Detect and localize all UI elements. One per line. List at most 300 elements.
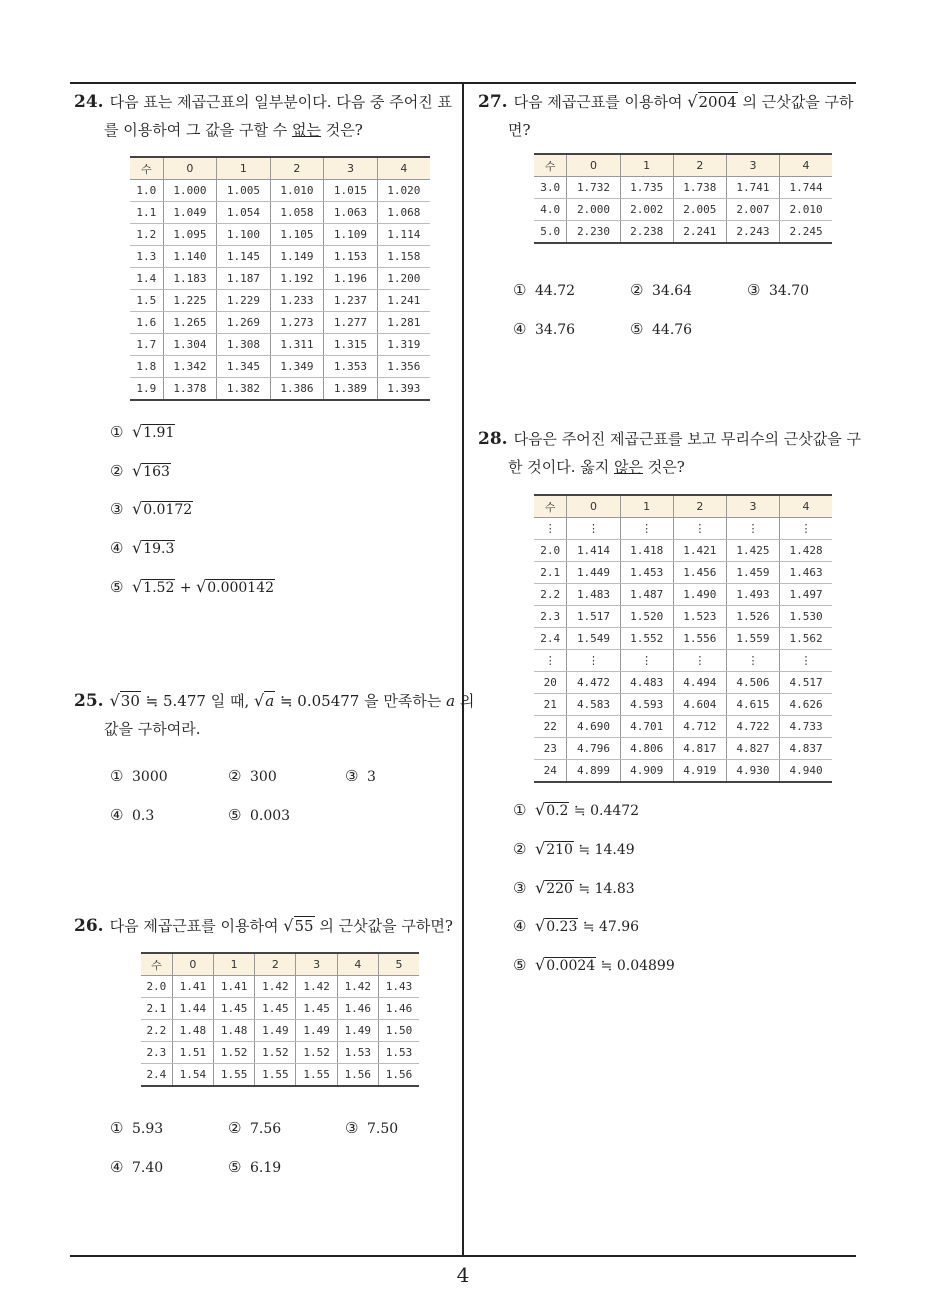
q27-text-1: 다음 제곱근표를 이용하여 <box>513 93 683 111</box>
table-cell: 1.53 <box>378 1042 419 1064</box>
table-row <box>534 606 832 628</box>
table-cell: 4.722 <box>726 716 779 738</box>
q27-option-3[interactable] <box>747 281 809 299</box>
q25-text-2: ≒ 0.05477 을 만족하는 <box>279 692 442 710</box>
table-cell: 4.940 <box>780 760 832 783</box>
table-row <box>130 356 430 378</box>
option-text: 34.70 <box>769 283 810 299</box>
q24-option-2[interactable] <box>110 461 171 480</box>
option-mark: ② <box>513 840 527 858</box>
column-header: 0 <box>567 154 620 177</box>
option-text: 44.76 <box>652 322 693 338</box>
table-cell: 4.506 <box>726 672 779 694</box>
sqrt-expression: √0.0172 <box>132 499 193 518</box>
table-cell: 2.230 <box>567 221 620 244</box>
table-cell: 1.562 <box>780 628 832 650</box>
table-row <box>534 584 832 606</box>
row-label: 22 <box>534 716 567 738</box>
row-label: 2.3 <box>534 606 567 628</box>
table-cell: ⋮ <box>620 650 673 672</box>
column-header: 1 <box>214 953 255 976</box>
option-mark: ① <box>513 801 527 819</box>
table-cell: 1.308 <box>217 334 271 356</box>
option-mark: ② <box>630 281 644 299</box>
table-cell: 1.010 <box>270 180 324 202</box>
q26-option-4[interactable] <box>110 1158 163 1176</box>
option-mark: ④ <box>513 917 527 935</box>
q27-option-1[interactable] <box>513 281 575 299</box>
radicand: 1.91 <box>143 425 175 441</box>
option-mark: ④ <box>110 1158 124 1176</box>
option-mark: ⑤ <box>110 578 124 596</box>
table-cell: 4.483 <box>620 672 673 694</box>
table-cell: 4.593 <box>620 694 673 716</box>
plus-sign: + <box>179 580 192 596</box>
q24-option-4[interactable] <box>110 538 175 557</box>
option-mark: ③ <box>110 500 124 518</box>
q28-line1: 다음은 주어진 제곱근표를 보고 무리수의 근삿값을 구 <box>513 430 861 448</box>
table-cell: 1.319 <box>377 334 430 356</box>
table-cell: 1.145 <box>217 246 271 268</box>
q26-option-1[interactable] <box>110 1119 163 1137</box>
table-cell: 4.806 <box>620 738 673 760</box>
table-cell: 1.42 <box>337 976 378 998</box>
table-cell: 1.52 <box>255 1042 296 1064</box>
q27-text-2: 의 근삿값을 구하 <box>742 93 854 111</box>
table-cell: 4.899 <box>567 760 620 783</box>
radicand: 1.52 <box>143 580 175 596</box>
radicand: 210 <box>546 842 573 858</box>
column-header: 1 <box>620 154 673 177</box>
option-value: ≒ 14.83 <box>578 881 635 897</box>
sqrt-expression: √1.52 <box>132 577 175 596</box>
table-cell: 1.015 <box>324 180 378 202</box>
option-mark: ⑤ <box>513 956 527 974</box>
table-cell: 2.002 <box>620 199 673 221</box>
sqrt-expression: √19.3 <box>132 538 175 557</box>
sqrt-expression: √30 <box>109 691 140 710</box>
q25-option-2[interactable] <box>228 767 277 785</box>
row-label: 23 <box>534 738 567 760</box>
column-header: 1 <box>217 157 271 180</box>
q25-option-4[interactable] <box>110 806 154 824</box>
table-cell: 1.459 <box>726 562 779 584</box>
option-mark: ② <box>228 767 242 785</box>
row-label: 1.4 <box>130 268 163 290</box>
q26-table <box>141 952 419 1087</box>
table-cell: ⋮ <box>726 650 779 672</box>
table-cell: ⋮ <box>780 650 832 672</box>
q26-number: 26. <box>74 916 104 936</box>
option-text: 300 <box>250 769 277 785</box>
radicand: a <box>265 692 275 710</box>
q25-number: 25. <box>74 691 104 711</box>
q26-text-1: 다음 제곱근표를 이용하여 <box>109 917 279 935</box>
option-mark: ③ <box>747 281 761 299</box>
table-cell: 1.183 <box>163 268 217 290</box>
table-row <box>534 650 832 672</box>
table-cell: 4.827 <box>726 738 779 760</box>
table-cell: 2.000 <box>567 199 620 221</box>
option-mark: ③ <box>345 767 359 785</box>
table-cell: 1.058 <box>270 202 324 224</box>
column-header: 0 <box>163 157 217 180</box>
table-cell: 1.187 <box>217 268 271 290</box>
q28-option-2[interactable] <box>513 839 635 858</box>
table-cell: 1.738 <box>673 177 726 199</box>
q25-text-1: ≒ 5.477 일 때, <box>145 692 250 710</box>
row-label: 1.2 <box>130 224 163 246</box>
table-row <box>141 976 419 998</box>
q25-option-3[interactable] <box>345 767 376 785</box>
sqrt-expression: √0.23 <box>535 916 578 935</box>
sqrt-expression: √a <box>254 691 275 710</box>
option-text: 7.50 <box>367 1121 399 1137</box>
option-value: ≒ 0.4472 <box>573 803 640 819</box>
row-label: 24 <box>534 760 567 783</box>
option-mark: ① <box>513 281 527 299</box>
row-label: 1.9 <box>130 378 163 401</box>
table-cell: 1.744 <box>780 177 832 199</box>
q27-option-5[interactable] <box>630 320 692 338</box>
table-cell: 4.930 <box>726 760 779 783</box>
table-row <box>534 562 832 584</box>
table-row <box>534 694 832 716</box>
q24-option-1[interactable] <box>110 422 175 441</box>
table-cell: 4.494 <box>673 672 726 694</box>
table-header-row <box>534 154 832 177</box>
table-cell: 1.449 <box>567 562 620 584</box>
bottom-rule <box>70 1255 856 1257</box>
table-cell: 2.238 <box>620 221 673 244</box>
column-header: 3 <box>296 953 337 976</box>
option-mark: ① <box>110 767 124 785</box>
sqrt-expression: √220 <box>535 878 573 897</box>
row-label: 1.8 <box>130 356 163 378</box>
table-cell: 2.245 <box>780 221 832 244</box>
table-row <box>534 738 832 760</box>
table-cell: 4.837 <box>780 738 832 760</box>
table-cell: 1.52 <box>296 1042 337 1064</box>
q24-line1: 다음 표는 제곱근표의 일부분이다. 다음 중 주어진 표 <box>109 93 453 111</box>
column-header: 수 <box>141 953 172 976</box>
q27-option-4[interactable] <box>513 320 575 338</box>
q26-option-3[interactable] <box>345 1119 398 1137</box>
radicand: 0.2 <box>546 803 569 819</box>
column-header: 3 <box>324 157 378 180</box>
column-header: 3 <box>726 495 779 518</box>
table-cell: 1.41 <box>172 976 213 998</box>
row-label: 1.5 <box>130 290 163 312</box>
row-label: ⋮ <box>534 518 567 540</box>
row-label: 2.3 <box>141 1042 172 1064</box>
q26-option-2[interactable] <box>228 1119 281 1137</box>
radicand: 2004 <box>698 93 737 111</box>
table-cell: 1.233 <box>270 290 324 312</box>
table-cell: 1.54 <box>172 1064 213 1087</box>
table-cell: 1.45 <box>296 998 337 1020</box>
table-cell: 4.626 <box>780 694 832 716</box>
q28-table <box>534 494 832 783</box>
table-cell: 2.243 <box>726 221 779 244</box>
table-cell: 1.020 <box>377 180 430 202</box>
q28-line2-end: 것은? <box>643 458 685 476</box>
table-cell: 1.421 <box>673 540 726 562</box>
table-row <box>130 290 430 312</box>
table-cell: 1.41 <box>214 976 255 998</box>
table-cell: 1.054 <box>217 202 271 224</box>
table-cell: 1.269 <box>217 312 271 334</box>
table-cell: 1.418 <box>620 540 673 562</box>
table-cell: 1.456 <box>673 562 726 584</box>
table-cell: 4.472 <box>567 672 620 694</box>
option-mark: ⑤ <box>630 320 644 338</box>
table-cell: ⋮ <box>567 650 620 672</box>
table-cell: ⋮ <box>673 650 726 672</box>
table-row <box>534 628 832 650</box>
table-cell: 1.356 <box>377 356 430 378</box>
column-header: 수 <box>534 154 567 177</box>
table-cell: 1.45 <box>214 998 255 1020</box>
table-row <box>534 199 832 221</box>
table-cell: 1.225 <box>163 290 217 312</box>
column-header: 수 <box>534 495 567 518</box>
table-cell: 1.345 <box>217 356 271 378</box>
table-cell: 1.556 <box>673 628 726 650</box>
q24-line2-end: 것은? <box>320 121 363 139</box>
sqrt-expression: √0.0024 <box>535 955 596 974</box>
radicand: 30 <box>120 692 140 710</box>
radicand: 55 <box>294 917 314 935</box>
table-row <box>534 518 832 540</box>
radicand: 19.3 <box>143 541 175 557</box>
row-label: 1.7 <box>130 334 163 356</box>
table-row <box>141 1042 419 1064</box>
table-cell: 1.063 <box>324 202 378 224</box>
q26-text-2: 의 근삿값을 구하면? <box>319 917 453 935</box>
table-cell: 1.304 <box>163 334 217 356</box>
table-cell: 1.200 <box>377 268 430 290</box>
q27-line2: 면? <box>508 121 531 139</box>
column-header: 3 <box>726 154 779 177</box>
table-cell: 1.382 <box>217 378 271 401</box>
column-header: 2 <box>673 495 726 518</box>
table-cell: 1.453 <box>620 562 673 584</box>
table-cell: 1.490 <box>673 584 726 606</box>
table-cell: 1.42 <box>296 976 337 998</box>
table-cell: 1.105 <box>270 224 324 246</box>
table-cell: 1.44 <box>172 998 213 1020</box>
table-row <box>534 540 832 562</box>
row-label: 1.1 <box>130 202 163 224</box>
table-cell: 1.46 <box>378 998 419 1020</box>
table-cell: 1.48 <box>214 1020 255 1042</box>
table-cell: 1.48 <box>172 1020 213 1042</box>
sqrt-expression: √0.000142 <box>196 577 275 596</box>
table-cell: 1.100 <box>217 224 271 246</box>
table-cell: 4.690 <box>567 716 620 738</box>
q28-stem <box>478 425 861 481</box>
table-header-row <box>141 953 419 976</box>
option-text: 7.56 <box>250 1121 282 1137</box>
table-row <box>130 378 430 401</box>
table-cell: 1.068 <box>377 202 430 224</box>
table-cell: 2.241 <box>673 221 726 244</box>
q25-line2: 값을 구하여라. <box>104 720 201 738</box>
table-cell: 1.55 <box>255 1064 296 1087</box>
option-mark: ⑤ <box>228 1158 242 1176</box>
q28-option-1[interactable] <box>513 800 639 819</box>
table-cell: 4.817 <box>673 738 726 760</box>
q24-option-5[interactable] <box>110 577 275 596</box>
table-header-row <box>130 157 430 180</box>
q25-option-1[interactable] <box>110 767 168 785</box>
column-header: 4 <box>780 495 832 518</box>
table-cell: 1.153 <box>324 246 378 268</box>
table-cell: 1.552 <box>620 628 673 650</box>
table-cell: 1.158 <box>377 246 430 268</box>
table-cell: 1.520 <box>620 606 673 628</box>
page-number: 4 <box>456 1263 470 1287</box>
column-header: 0 <box>172 953 213 976</box>
table-cell: 1.50 <box>378 1020 419 1042</box>
table-cell: 1.281 <box>377 312 430 334</box>
option-text: 34.76 <box>535 322 576 338</box>
table-cell: 4.796 <box>567 738 620 760</box>
option-mark: ② <box>228 1119 242 1137</box>
table-cell: 1.463 <box>780 562 832 584</box>
table-row <box>130 268 430 290</box>
table-row <box>141 998 419 1020</box>
table-cell: 1.559 <box>726 628 779 650</box>
table-cell: 1.549 <box>567 628 620 650</box>
q26-option-5[interactable] <box>228 1158 281 1176</box>
q25-option-5[interactable] <box>228 806 290 824</box>
table-row <box>534 672 832 694</box>
table-cell: 1.005 <box>217 180 271 202</box>
column-header: 5 <box>378 953 419 976</box>
table-cell: 1.095 <box>163 224 217 246</box>
table-cell: 1.43 <box>378 976 419 998</box>
table-cell: 4.701 <box>620 716 673 738</box>
table-cell: 1.192 <box>270 268 324 290</box>
column-header: 1 <box>620 495 673 518</box>
table-cell: 1.277 <box>324 312 378 334</box>
table-cell: 1.196 <box>324 268 378 290</box>
q27-number: 27. <box>478 92 508 112</box>
table-cell: 1.140 <box>163 246 217 268</box>
q24-option-3[interactable] <box>110 499 193 518</box>
q24-table <box>130 156 430 401</box>
row-label: 20 <box>534 672 567 694</box>
table-cell: 1.311 <box>270 334 324 356</box>
row-label: 2.1 <box>534 562 567 584</box>
table-cell: 1.497 <box>780 584 832 606</box>
table-row <box>141 1020 419 1042</box>
table-row <box>130 334 430 356</box>
row-label: 2.0 <box>534 540 567 562</box>
table-row <box>534 177 832 199</box>
table-row <box>130 224 430 246</box>
q28-line2: 한 것이다. 옳지 <box>508 458 615 476</box>
radicand: 220 <box>546 881 573 897</box>
table-cell: 1.342 <box>163 356 217 378</box>
table-cell: 1.732 <box>567 177 620 199</box>
table-cell: 1.483 <box>567 584 620 606</box>
table-cell: 4.615 <box>726 694 779 716</box>
radicand: 0.0172 <box>143 502 193 518</box>
table-cell: 1.49 <box>337 1020 378 1042</box>
sqrt-expression: √163 <box>132 461 170 480</box>
table-cell: 1.273 <box>270 312 324 334</box>
row-label: 2.4 <box>534 628 567 650</box>
column-divider <box>462 83 464 1255</box>
radicand: 163 <box>143 464 170 480</box>
column-header: 4 <box>377 157 430 180</box>
table-cell: 1.493 <box>726 584 779 606</box>
column-header: 4 <box>780 154 832 177</box>
sqrt-expression: √1.91 <box>132 422 175 441</box>
table-cell: ⋮ <box>780 518 832 540</box>
option-mark: ③ <box>345 1119 359 1137</box>
variable-a: a <box>446 692 456 710</box>
column-header: 2 <box>270 157 324 180</box>
table-cell: 1.049 <box>163 202 217 224</box>
row-label: 2.2 <box>141 1020 172 1042</box>
table-cell: 2.005 <box>673 199 726 221</box>
option-text: 7.40 <box>132 1160 164 1176</box>
table-cell: 1.526 <box>726 606 779 628</box>
table-cell: 1.149 <box>270 246 324 268</box>
row-label: ⋮ <box>534 650 567 672</box>
option-mark: ④ <box>513 320 527 338</box>
table-cell: ⋮ <box>726 518 779 540</box>
option-text: 34.64 <box>652 283 693 299</box>
option-mark: ④ <box>110 806 124 824</box>
table-cell: 1.51 <box>172 1042 213 1064</box>
table-cell: 1.428 <box>780 540 832 562</box>
table-row <box>130 202 430 224</box>
table-cell: 2.010 <box>780 199 832 221</box>
table-row <box>130 246 430 268</box>
table-cell: 1.741 <box>726 177 779 199</box>
table-cell: 1.378 <box>163 378 217 401</box>
table-row <box>534 760 832 783</box>
table-cell: 1.109 <box>324 224 378 246</box>
row-label: 4.0 <box>534 199 567 221</box>
q28-option-3[interactable] <box>513 878 635 897</box>
radicand: 0.0024 <box>546 958 596 974</box>
table-header-row <box>534 495 832 518</box>
table-cell: 1.735 <box>620 177 673 199</box>
table-row <box>534 716 832 738</box>
table-cell: 1.42 <box>255 976 296 998</box>
table-cell: 4.604 <box>673 694 726 716</box>
q27-option-2[interactable] <box>630 281 692 299</box>
option-value: ≒ 14.49 <box>578 842 635 858</box>
radicand: 0.23 <box>546 919 578 935</box>
table-row <box>130 312 430 334</box>
table-cell: 1.530 <box>780 606 832 628</box>
table-cell: 1.49 <box>255 1020 296 1042</box>
table-cell: 1.53 <box>337 1042 378 1064</box>
q28-option-4[interactable] <box>513 916 639 935</box>
table-cell: 1.393 <box>377 378 430 401</box>
table-cell: 1.386 <box>270 378 324 401</box>
table-cell: 1.000 <box>163 180 217 202</box>
table-cell: 1.55 <box>296 1064 337 1087</box>
q28-option-5[interactable] <box>513 955 675 974</box>
